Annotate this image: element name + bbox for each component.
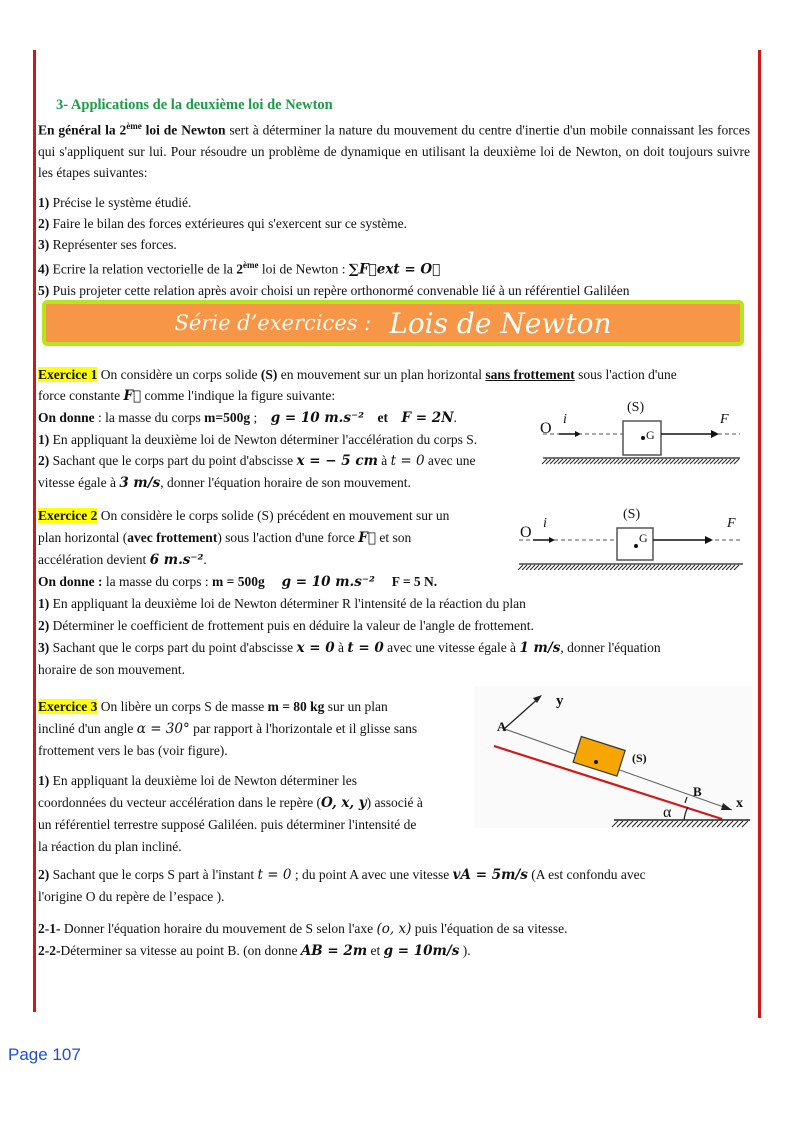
fig1-origin-label: O xyxy=(540,420,552,437)
newton-formula: ∑F⃗ext = O⃗ xyxy=(348,261,441,277)
section-intro: En général la 2ème loi de Newton sert à déterminer la nature du mouvement du centre d'inertie d'un mobile connaissant les forces qui s'appliquent sur lui. Pour résoudre un problème de dynamique en utilisant la deuxième loi de Newton, on doit toujours suivre les étapes suivantes: xyxy=(38,121,751,180)
fig1-f-label: F⃗ xyxy=(720,412,740,427)
force-arrow xyxy=(711,430,719,438)
left-margin-line xyxy=(33,50,36,1012)
figure-3 xyxy=(474,686,752,828)
series-banner xyxy=(42,300,744,346)
fig3-alpha-label: α xyxy=(663,804,672,821)
fig2-origin-label: O xyxy=(520,524,532,541)
fig3-x-label: x xyxy=(736,796,743,811)
page-number: Page 107 xyxy=(8,1045,81,1064)
step-3: 3) Représenter ses forces. xyxy=(38,236,177,252)
fig1-s-label: (S) xyxy=(627,400,645,415)
exercise-1-tag: Exercice 1 xyxy=(38,367,98,382)
fig3-s-label: (S) xyxy=(632,751,647,765)
fig2-f-label: F⃗ xyxy=(727,516,747,531)
exercise-1: Exercice 1 On considère un corps solide (S) en mouvement sur un plan horizontal sans frottement sous l'action d'une force constante F⃗ comme l'indique la figure suivante: On donne : la masse du corps m=500g ; g = 10 m.s⁻² et F = 2N. 1) En appliquant la deuxième loi de Newton déterminer l'accélération du corps S. 2) Sachant que le corps part du point d'abscisse x = − 5 cm à t = 0 avec une vitesse égale à 3 m/s, donner l'équation horaire de son mouvement. xyxy=(38,367,677,491)
banner-part2: Lois de Newton xyxy=(389,306,612,340)
fig3-a-label: A xyxy=(497,719,507,734)
exercise-2: Exercice 2 On considère le corps solide (S) précédent en mouvement sur un plan horizontal (avec frottement) sous l'action d'une force F⃗ et son accélération devient 6 m.s⁻². On donne : la masse du corps : m = 500g g = 10 m.s⁻² F = 5 N. 1) En appliquant la deuxième loi de Newton déterminer R l'intensité de la réaction du plan 2) Déterminer le coefficient de frottement puis en déduire la valeur de l'angle de frottement. 3) Sachant que le corps part du point d'abscisse x = 0 à t = 0 avec une vitesse égale à 1 m/s, donner l'équation horaire de son mouvement. xyxy=(38,508,661,677)
fig3-b-label: B xyxy=(693,784,702,799)
exercise-2-tag: Exercice 2 xyxy=(38,508,98,523)
step-5: 5) Puis projeter cette relation après avoir choisi un repère orthonormé convenable lié à un référentiel Galiléen xyxy=(38,283,630,298)
fig1-i-label: i⃗ xyxy=(563,412,578,427)
exercise-3: Exercice 3 On libère un corps S de masse m = 80 kg sur un plan incliné d'un angle α = 30° par rapport à l'horizontale et il glisse sans frottement vers le bas (voir figure). 1) En appliquant la deuxième loi de Newton déterminer les coordonnées du vecteur accélération dans le repère (O, x, y) associé à un référentiel terrestre supposé Galiléen. puis déterminer l'intensité de la réaction du plan incliné. xyxy=(38,699,423,854)
step-2: 2) Faire le bilan des forces extérieures qui s'exercent sur ce système. xyxy=(38,215,408,231)
exercise-3-tag: Exercice 3 xyxy=(38,699,98,714)
section-content xyxy=(38,95,750,301)
right-margin-line xyxy=(758,50,761,1018)
fig2-s-label: (S) xyxy=(623,507,641,522)
banner-part1: Série d’exercices : xyxy=(174,311,372,335)
section-title: 3- Applications de la deuxième loi de Newton xyxy=(56,97,333,113)
fig2-g-label: G xyxy=(639,531,648,545)
fig1-g-label: G xyxy=(646,428,655,442)
step-1: 1) Précise le système étudié. xyxy=(38,194,192,210)
unit-vector-arrow xyxy=(575,431,581,437)
exercise-3-part2: 2) Sachant que le corps S part à l'instant t = 0 ; du point A avec une vitesse vA = 5m/s (A est confondu avec l'origine O du repère de l’espace ). 2-1- Donner l'équation horaire du mouvement de S selon l'axe (o, x) puis l'équation de sa vitesse. 2-2-Déterminer sa vitesse au point B. (on donne AB = 2m et g = 10m/s ). xyxy=(38,867,646,959)
step-4: 4) Ecrire la relation vectorielle de la 2ème loi de Newton : ∑F⃗ext = O⃗ xyxy=(38,259,441,277)
fig3-y-label: y xyxy=(556,693,564,709)
fig2-i-label: i⃗ xyxy=(543,516,558,531)
